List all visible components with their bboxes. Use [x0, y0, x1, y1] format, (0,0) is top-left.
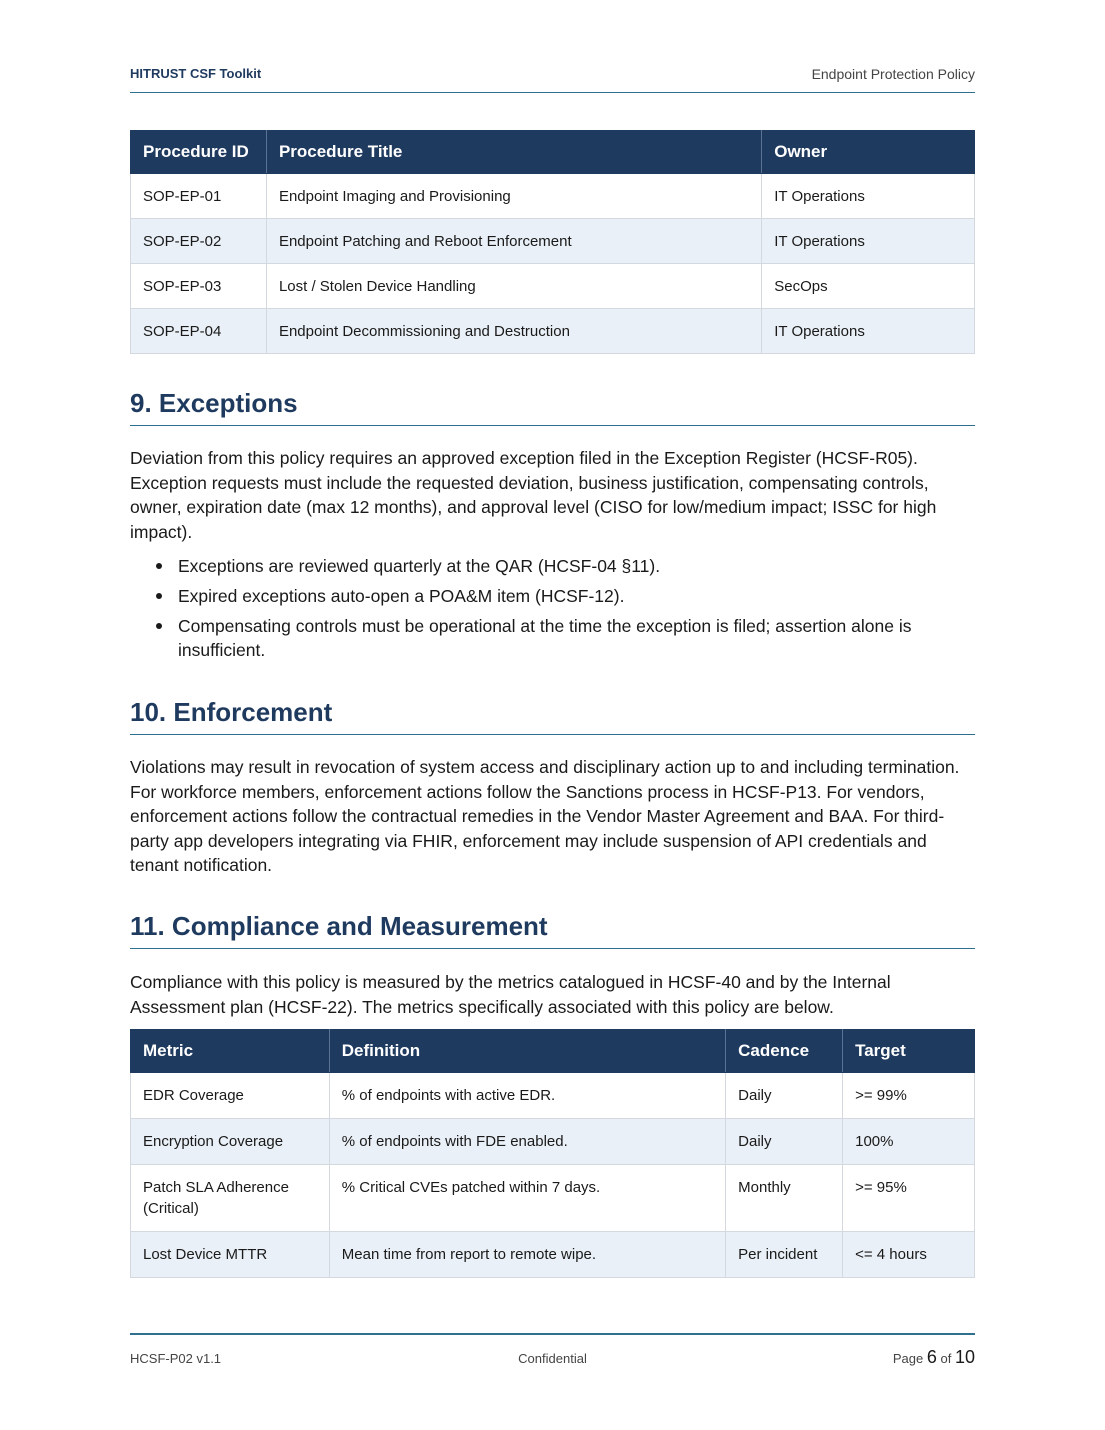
exceptions-bullet-list	[130, 554, 975, 668]
cadence-cell: Monthly	[726, 1165, 843, 1232]
definition-cell: Mean time from report to remote wipe.	[329, 1232, 725, 1278]
page-label: Page	[892, 1351, 924, 1366]
procedure-owner-cell: IT Operations	[762, 174, 975, 219]
list-item-text: Expired exceptions auto-open a POA&M item (HCSF-12).	[178, 586, 625, 606]
cadence-cell: Daily	[726, 1073, 843, 1119]
procedure-title-cell: Endpoint Imaging and Provisioning	[266, 174, 761, 219]
definition-cell: % of endpoints with active EDR.	[329, 1073, 725, 1119]
procedure-owner-cell: IT Operations	[762, 219, 975, 264]
procedure-title-cell: Endpoint Decommissioning and Destruction	[266, 309, 761, 354]
table-row	[131, 1165, 975, 1232]
list-item	[130, 584, 975, 608]
bullet-icon	[156, 563, 162, 569]
compliance-heading: 11. Compliance and Measurement	[130, 911, 975, 949]
procedure-title-cell: Lost / Stolen Device Handling	[266, 264, 761, 309]
bullet-icon	[156, 623, 162, 629]
metric-cell: Lost Device MTTR	[131, 1232, 330, 1278]
procedure-id-cell: SOP-EP-01	[131, 174, 267, 219]
footer-doc-id: HCSF-P02 v1.1	[130, 1351, 222, 1366]
metric-cell: Patch SLA Adherence (Critical)	[131, 1165, 330, 1232]
table-row	[131, 219, 975, 264]
definition-cell: % of endpoints with FDE enabled.	[329, 1119, 725, 1165]
list-item	[130, 554, 975, 578]
procedure-owner-cell: IT Operations	[762, 309, 975, 354]
enforcement-paragraph: Violations may result in revocation of system access and disciplinary action up to and including termination. For workforce members, enforcement actions follow the Sanctions process in HCSF-P13. For vendors, enforcement actions follow the contractual remedies in the Vendor Master Agreement and BAA. For third-party app developers integrating via FHIR, enforcement may include suspension of API credentials and tenant notification.	[130, 757, 960, 875]
column-header: Definition	[329, 1030, 725, 1073]
header-toolkit-title: HITRUST CSF Toolkit	[130, 66, 262, 81]
page-footer	[130, 1333, 975, 1375]
cadence-cell: Daily	[726, 1119, 843, 1165]
metrics-table	[130, 1029, 975, 1278]
table-row	[131, 309, 975, 354]
footer-classification: Confidential	[518, 1351, 587, 1366]
footer-page-number	[893, 1347, 975, 1368]
column-header: Metric	[131, 1030, 330, 1073]
table-row	[131, 1232, 975, 1278]
compliance-paragraph: Compliance with this policy is measured by the metrics catalogued in HCSF-40 and by the Internal Assessment plan (HCSF-22). The metrics specifically associated with this policy are below.	[130, 972, 891, 1017]
list-item-text: Exceptions are reviewed quarterly at the QAR (HCSF-04 §11).	[178, 556, 661, 576]
definition-cell: % Critical CVEs patched within 7 days.	[329, 1165, 725, 1232]
target-cell: >= 95%	[843, 1165, 975, 1232]
metric-cell: Encryption Coverage	[131, 1119, 330, 1165]
current-page: 6	[926, 1347, 937, 1367]
enforcement-heading: 10. Enforcement	[130, 697, 975, 735]
running-header	[130, 64, 975, 93]
exceptions-heading: 9. Exceptions	[130, 388, 975, 426]
table-row	[131, 1073, 975, 1119]
procedure-id-cell: SOP-EP-04	[131, 309, 267, 354]
procedure-owner-cell: SecOps	[762, 264, 975, 309]
target-cell: 100%	[843, 1119, 975, 1165]
column-header: Procedure Title	[266, 131, 761, 174]
column-header: Cadence	[726, 1030, 843, 1073]
procedure-id-cell: SOP-EP-03	[131, 264, 267, 309]
table-header-row	[131, 1030, 975, 1073]
of-label: of	[940, 1351, 952, 1366]
table-row	[131, 264, 975, 309]
metric-cell: EDR Coverage	[131, 1073, 330, 1119]
target-cell: <= 4 hours	[843, 1232, 975, 1278]
header-policy-title: Endpoint Protection Policy	[811, 66, 975, 82]
procedure-title-cell: Endpoint Patching and Reboot Enforcement	[266, 219, 761, 264]
procedures-table	[130, 130, 975, 354]
column-header: Target	[843, 1030, 975, 1073]
list-item	[130, 614, 975, 662]
total-pages: 10	[954, 1347, 975, 1367]
list-item-text: Compensating controls must be operational at the time the exception is filed; assertion alone is insufficient.	[178, 616, 912, 660]
exceptions-paragraph: Deviation from this policy requires an approved exception filed in the Exception Register (HCSF-R05). Exception requests must include the requested deviation, business justification, compensating controls, owner, expiration date (max 12 months), and approval level (CISO for low/medium impact; ISSC for high impact).	[130, 448, 937, 542]
column-header: Procedure ID	[131, 131, 267, 174]
bullet-icon	[156, 593, 162, 599]
table-row	[131, 174, 975, 219]
table-row	[131, 1119, 975, 1165]
table-header-row	[131, 131, 975, 174]
column-header: Owner	[762, 131, 975, 174]
cadence-cell: Per incident	[726, 1232, 843, 1278]
procedure-id-cell: SOP-EP-02	[131, 219, 267, 264]
target-cell: >= 99%	[843, 1073, 975, 1119]
